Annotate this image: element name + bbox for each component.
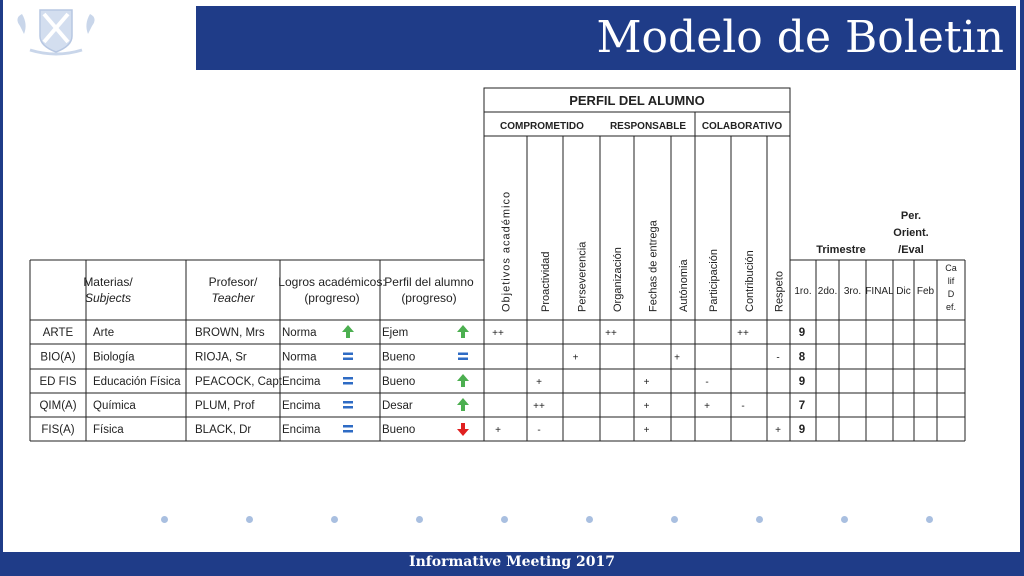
profile-level: Ejem xyxy=(382,327,409,339)
table-row xyxy=(39,374,805,388)
achievement-level: Norma xyxy=(282,351,317,364)
profile-attribute-label: Perseverencia xyxy=(576,241,589,312)
subject-code: FIS(A) xyxy=(41,424,75,436)
grade-column-header: 3ro. xyxy=(843,286,862,297)
group-responsable: RESPONSABLE xyxy=(609,121,687,132)
decor-dot xyxy=(926,516,933,523)
decor-dot xyxy=(756,516,763,523)
grade-1ro: 9 xyxy=(798,327,806,339)
equal-icon xyxy=(343,425,353,433)
profile-level: Bueno xyxy=(382,351,416,364)
table-row xyxy=(39,398,805,412)
calif-header: Ca xyxy=(945,263,957,273)
decor-dot xyxy=(416,516,423,523)
grade-column-header: 2do. xyxy=(817,286,838,297)
profile-mark: ++ xyxy=(605,328,617,339)
table-row xyxy=(43,325,805,339)
grade-1ro: 9 xyxy=(798,424,806,436)
header-subjects-en: Subjects xyxy=(84,291,132,305)
header-teacher-en: Teacher xyxy=(211,291,255,305)
table-row xyxy=(40,352,805,364)
subject-name: Física xyxy=(93,424,124,436)
grade-1ro: 8 xyxy=(798,351,806,364)
profile-mark: ++ xyxy=(533,401,545,412)
teacher-name: RIOJA, Sr xyxy=(195,351,247,364)
equal-icon xyxy=(343,353,353,361)
slide-title: Modelo de Boletin xyxy=(596,12,1004,63)
equal-icon xyxy=(458,353,468,361)
subject-code: ED FIS xyxy=(39,376,77,388)
subject-name: Educación Física xyxy=(93,376,181,388)
calif-header: ef. xyxy=(945,302,957,312)
profile-attribute-label: Contribución xyxy=(744,250,756,312)
decor-dot xyxy=(246,516,253,523)
equal-icon xyxy=(343,377,353,385)
header-eval: /Eval xyxy=(898,244,924,256)
profile-mark: + xyxy=(704,401,710,412)
subject-name: Biología xyxy=(93,351,135,364)
header-achievements-sub: (progreso) xyxy=(304,291,360,305)
grade-1ro: 7 xyxy=(798,400,806,412)
teacher-name: BLACK, Dr xyxy=(195,424,252,436)
profile-level: Desar xyxy=(382,400,413,412)
profile-title: PERFIL DEL ALUMNO xyxy=(569,93,705,108)
profile-attribute-label: Fechas de entrega xyxy=(647,220,660,312)
arrow-up-icon xyxy=(457,398,469,411)
profile-attribute-label: Organización xyxy=(612,247,624,312)
achievement-level: Encima xyxy=(282,376,321,388)
achievement-level: Encima xyxy=(282,400,321,412)
profile-mark: + xyxy=(495,425,501,436)
profile-mark: - xyxy=(705,377,709,388)
profile-mark: - xyxy=(741,401,745,412)
calif-header: D xyxy=(947,289,955,299)
header-teacher-es: Profesor/ xyxy=(208,275,258,289)
subject-code: ARTE xyxy=(42,327,74,339)
header-per: Per. xyxy=(900,210,922,222)
header-profile-progress-sub: (progreso) xyxy=(401,291,457,305)
group-comprometido: COMPROMETIDO xyxy=(500,121,584,132)
profile-level: Bueno xyxy=(382,376,416,388)
arrow-up-icon xyxy=(457,325,469,338)
footer-text: Informative Meeting 2017 xyxy=(409,554,615,570)
decor-dot xyxy=(841,516,848,523)
profile-mark: + xyxy=(643,401,650,412)
header-achievements: Logros académicos: xyxy=(278,275,386,289)
profile-mark: ++ xyxy=(492,328,504,339)
grade-column-header: FINAL xyxy=(865,286,894,297)
subject-code: QIM(A) xyxy=(39,400,77,412)
profile-mark: + xyxy=(536,377,542,388)
decor-dot xyxy=(671,516,678,523)
profile-attribute-label: Participación xyxy=(708,249,720,312)
arrow-down-icon xyxy=(457,423,469,436)
profile-mark: + xyxy=(643,377,650,388)
calif-header: lif xyxy=(947,276,955,286)
decor-dot xyxy=(161,516,168,523)
grade-1ro: 9 xyxy=(798,376,806,388)
profile-attribute-label: Autónomia xyxy=(678,259,690,312)
profile-mark: - xyxy=(537,425,541,436)
profile-attribute-label: Proactividad xyxy=(540,251,552,312)
header-subjects-es: Materias/ xyxy=(83,275,133,289)
profile-mark: - xyxy=(776,352,780,364)
subject-name: Arte xyxy=(93,327,115,339)
header-profile-progress: Perfil del alumno xyxy=(384,275,474,289)
arrow-up-icon xyxy=(457,374,469,387)
profile-mark: + xyxy=(674,352,680,364)
group-colaborativo: COLABORATIVO xyxy=(701,121,783,132)
decor-dot xyxy=(586,516,593,523)
achievement-level: Norma xyxy=(282,327,317,339)
subject-name: Química xyxy=(93,400,136,412)
decor-dot xyxy=(501,516,508,523)
profile-attribute-label: Respeto xyxy=(773,271,786,312)
profile-mark: + xyxy=(775,425,781,436)
header-orient: Orient. xyxy=(893,227,929,239)
profile-attribute-label: Objetivos académico xyxy=(500,190,513,312)
grade-column-header: Feb xyxy=(916,286,935,297)
arrow-up-icon xyxy=(342,325,354,338)
profile-level: Bueno xyxy=(382,424,416,436)
footer-bar xyxy=(0,552,1024,576)
equal-icon xyxy=(343,401,353,409)
teacher-name: PEACOCK, Capt xyxy=(195,376,282,388)
profile-mark: ++ xyxy=(737,328,749,339)
achievement-level: Encima xyxy=(282,424,321,436)
header-trimestre: Trimestre xyxy=(816,244,866,256)
teacher-name: BROWN, Mrs xyxy=(195,327,265,339)
grade-column-header: Dic xyxy=(896,286,911,297)
profile-mark: + xyxy=(572,352,579,364)
table-row xyxy=(41,423,805,436)
decor-dot xyxy=(331,516,338,523)
subject-code: BIO(A) xyxy=(40,351,76,364)
teacher-name: PLUM, Prof xyxy=(195,400,255,412)
profile-mark: + xyxy=(643,425,650,436)
grade-column-header: 1ro. xyxy=(794,286,812,297)
